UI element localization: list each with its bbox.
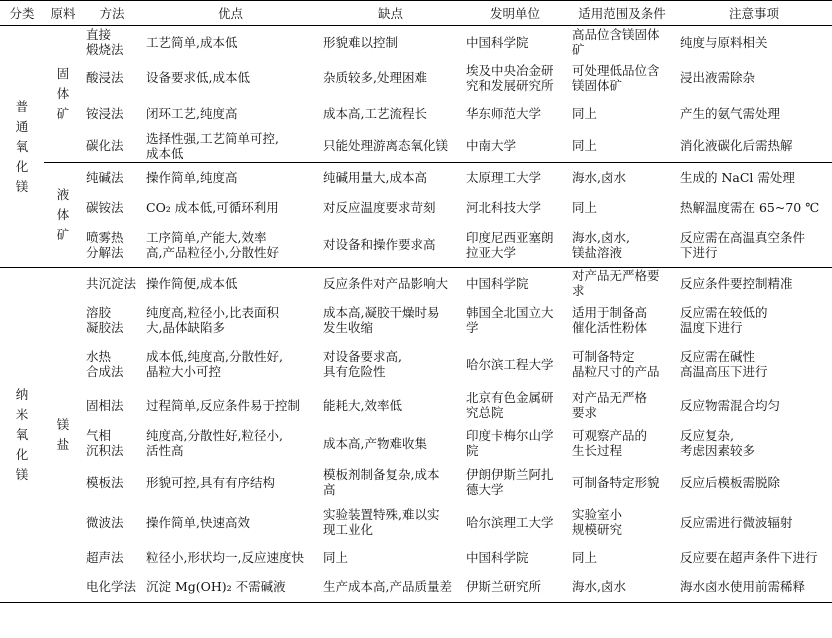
scope-cell: 同上 <box>572 549 598 565</box>
advantage-cell: 选择性强,工艺简单可控, 成本低 <box>142 130 319 163</box>
method-cell: 电化学法 <box>82 572 142 602</box>
category-cell: 普通氧化镁 <box>0 26 44 268</box>
table-row <box>0 97 832 130</box>
inventor-cell: 中国科学院 <box>466 275 529 291</box>
note-cell: 反应需在高温真空条件 下进行 <box>676 223 832 268</box>
method-cell: 直接 煅烧法 <box>86 27 124 58</box>
advantage-cell: 工艺简单,成本低 <box>146 34 238 50</box>
disadvantage-cell: 模板剂制备复杂,成本 高 <box>323 467 440 497</box>
scope-cell: 海水,卤水 <box>572 170 626 186</box>
scope-cell: 可观察产品的 生长过程 <box>572 428 648 458</box>
scope-cell: 海水,卤水 <box>568 572 676 602</box>
advantage-cell: 纯度高,粒径小,比表面积 大,晶体缺陷多 <box>146 305 279 335</box>
advantage-cell: 纯度高,分散性好,粒径小, 活性高 <box>146 428 283 458</box>
inventor-cell: 印度尼西亚塞朗 拉亚大学 <box>462 223 568 268</box>
advantage-cell: 形貌可控,具有有序结构 <box>146 474 275 490</box>
note-cell: 反应物需混合均匀 <box>680 397 781 413</box>
note-cell: 反应需在碱性 高温高压下进行 <box>680 349 768 379</box>
header-cell: 优点 <box>142 1 319 26</box>
table-row <box>0 542 832 572</box>
advantage-cell: 沉淀 Mg(OH)₂ 不需碱液 <box>142 572 319 602</box>
table-row <box>0 298 832 342</box>
header-cell: 注意事项 <box>676 1 832 26</box>
table-row <box>0 26 832 59</box>
scope-cell: 海水,卤水, 镁盐溶液 <box>568 223 676 268</box>
inventor-cell: 埃及中央冶金研 究和发展研究所 <box>466 62 554 93</box>
header-cell: 分类 <box>0 1 44 26</box>
table-row <box>0 130 832 163</box>
note-cell: 反应要在超声条件下进行 <box>680 549 818 565</box>
header-row <box>0 1 832 26</box>
method-cell: 碳化法 <box>82 130 142 163</box>
note-cell: 热解温度需在 65~70 ℃ <box>680 200 820 215</box>
disadvantage-cell: 成本高,工艺流程长 <box>323 105 427 121</box>
method-cell: 气相 沉积法 <box>86 428 124 458</box>
scope-cell: 实验室小 规模研究 <box>572 507 623 537</box>
disadvantage-cell: 对设备要求高, 具有危险性 <box>323 349 402 379</box>
table-row <box>0 59 832 97</box>
note-cell: 消化液碳化后需热解 <box>676 130 832 163</box>
inventor-cell: 伊朗伊斯兰阿扎 德大学 <box>466 467 554 497</box>
note-cell: 纯度与原料相关 <box>680 34 768 50</box>
disadvantage-cell: 能耗大,效率低 <box>323 397 402 413</box>
disadvantage-cell: 形貌难以控制 <box>323 34 399 50</box>
inventor-cell: 哈尔滨工程大学 <box>466 356 554 372</box>
method-cell: 共沉淀法 <box>86 275 137 291</box>
disadvantage-cell: 对反应温度要求苛刻 <box>323 200 436 215</box>
disadvantage-cell: 生产成本高,产品质量差 <box>319 572 462 602</box>
disadvantage-cell: 成本高,产物难收集 <box>323 435 427 451</box>
disadvantage-cell: 同上 <box>323 549 349 565</box>
disadvantage-cell: 实验装置特殊,难以实 现工业化 <box>323 507 440 537</box>
inventor-cell: 韩国全北国立大 学 <box>466 305 554 335</box>
note-cell: 反应后模板需脱除 <box>680 474 781 490</box>
advantage-cell: 工序简单,产能大,效率 高,产品粒径小,分散性好 <box>142 223 319 268</box>
inventor-cell: 哈尔滨理工大学 <box>466 514 554 530</box>
method-cell: 水热 合成法 <box>86 349 124 379</box>
table-row <box>0 268 832 299</box>
disadvantage-cell: 对设备和操作要求高 <box>319 223 462 268</box>
table-row <box>0 462 832 502</box>
table-row <box>0 223 832 268</box>
table-row <box>0 502 832 542</box>
advantage-cell: 成本低,纯度高,分散性好, 晶粒大小可控 <box>146 349 283 379</box>
note-cell: 反应条件要控制精准 <box>680 275 793 291</box>
scope-cell: 同上 <box>572 200 598 215</box>
scope-cell: 可处理低品位含 镁固体矿 <box>572 62 660 93</box>
advantage-cell: CO₂ 成本低,可循环利用 <box>146 200 279 215</box>
header-cell: 方法 <box>82 1 142 26</box>
header-cell: 原料 <box>44 1 82 26</box>
raw-material-cell: 固体矿 <box>44 26 82 163</box>
scope-cell: 高品位含镁固体 矿 <box>572 27 660 58</box>
advantage-cell: 过程简单,反应条件易于控制 <box>146 397 300 413</box>
scope-cell: 对产品无严格 要求 <box>572 390 648 420</box>
inventor-cell: 河北科技大学 <box>466 200 542 215</box>
note-cell: 反应需进行微波辐射 <box>680 514 793 530</box>
scope-cell: 可制备特定 晶粒尺寸的产品 <box>572 349 660 379</box>
scope-cell: 同上 <box>572 105 598 121</box>
table-row <box>0 163 832 193</box>
note-cell: 反应复杂, 考虑因素较多 <box>680 428 756 458</box>
table-row <box>0 342 832 386</box>
disadvantage-cell: 反应条件对产品影响大 <box>323 275 449 291</box>
inventor-cell: 太原理工大学 <box>466 170 542 186</box>
inventor-cell: 北京有色金属研 究总院 <box>466 390 554 420</box>
advantage-cell: 粒径小,形状均一,反应速度快 <box>146 549 304 565</box>
advantage-cell: 操作简单,快速高效 <box>146 514 250 530</box>
raw-material-cell: 液体矿 <box>44 163 82 268</box>
inventor-cell: 华东师范大学 <box>466 105 542 121</box>
inventor-cell: 中国科学院 <box>466 34 529 50</box>
disadvantage-cell: 只能处理游离态氧化镁 <box>319 130 462 163</box>
method-cell: 铵浸法 <box>86 105 124 121</box>
scope-cell: 对产品无严格要 求 <box>572 268 660 298</box>
table-row <box>0 424 832 462</box>
table-row <box>0 572 832 602</box>
method-cell: 微波法 <box>86 514 124 530</box>
note-cell: 浸出液需除杂 <box>680 70 756 85</box>
disadvantage-cell: 纯碱用量大,成本高 <box>323 170 427 186</box>
method-cell: 纯碱法 <box>86 170 124 186</box>
method-cell: 溶胶 凝胶法 <box>86 305 124 335</box>
method-cell: 喷雾热 分解法 <box>82 223 142 268</box>
category-cell: 纳米氧化镁 <box>0 268 44 603</box>
disadvantage-cell: 杂质较多,处理困难 <box>323 70 427 85</box>
note-cell: 产生的氨气需处理 <box>680 105 781 121</box>
disadvantage-cell: 成本高,凝胶干燥时易 发生收缩 <box>323 305 440 335</box>
method-cell: 模板法 <box>86 474 124 490</box>
method-cell: 酸浸法 <box>86 70 124 85</box>
header-cell: 适用范围及条件 <box>568 1 676 26</box>
inventor-cell: 中南大学 <box>462 130 568 163</box>
method-cell: 碳铵法 <box>86 200 124 215</box>
note-cell: 反应需在较低的 温度下进行 <box>680 305 768 335</box>
note-cell: 生成的 NaCl 需处理 <box>680 170 795 186</box>
method-cell: 固相法 <box>86 397 124 413</box>
inventor-cell: 印度卡梅尔山学 院 <box>466 428 554 458</box>
scope-cell: 可制备特定形貌 <box>572 474 660 490</box>
header-cell: 发明单位 <box>462 1 568 26</box>
inventor-cell: 中国科学院 <box>466 549 529 565</box>
advantage-cell: 闭环工艺,纯度高 <box>146 105 238 121</box>
advantage-cell: 操作简便,成本低 <box>146 275 238 291</box>
scope-cell: 适用于制备高 催化活性粉体 <box>572 305 648 335</box>
table-row <box>0 386 832 424</box>
method-cell: 超声法 <box>86 549 124 565</box>
table-body <box>0 26 832 603</box>
scope-cell: 同上 <box>568 130 676 163</box>
note-cell: 海水卤水使用前需稀释 <box>676 572 832 602</box>
inventor-cell: 伊斯兰研究所 <box>462 572 568 602</box>
advantage-cell: 操作简单,纯度高 <box>146 170 238 186</box>
advantage-cell: 设备要求低,成本低 <box>146 70 250 85</box>
header-cell: 缺点 <box>319 1 462 26</box>
table-row <box>0 193 832 223</box>
raw-material-cell: 镁盐 <box>44 268 82 603</box>
